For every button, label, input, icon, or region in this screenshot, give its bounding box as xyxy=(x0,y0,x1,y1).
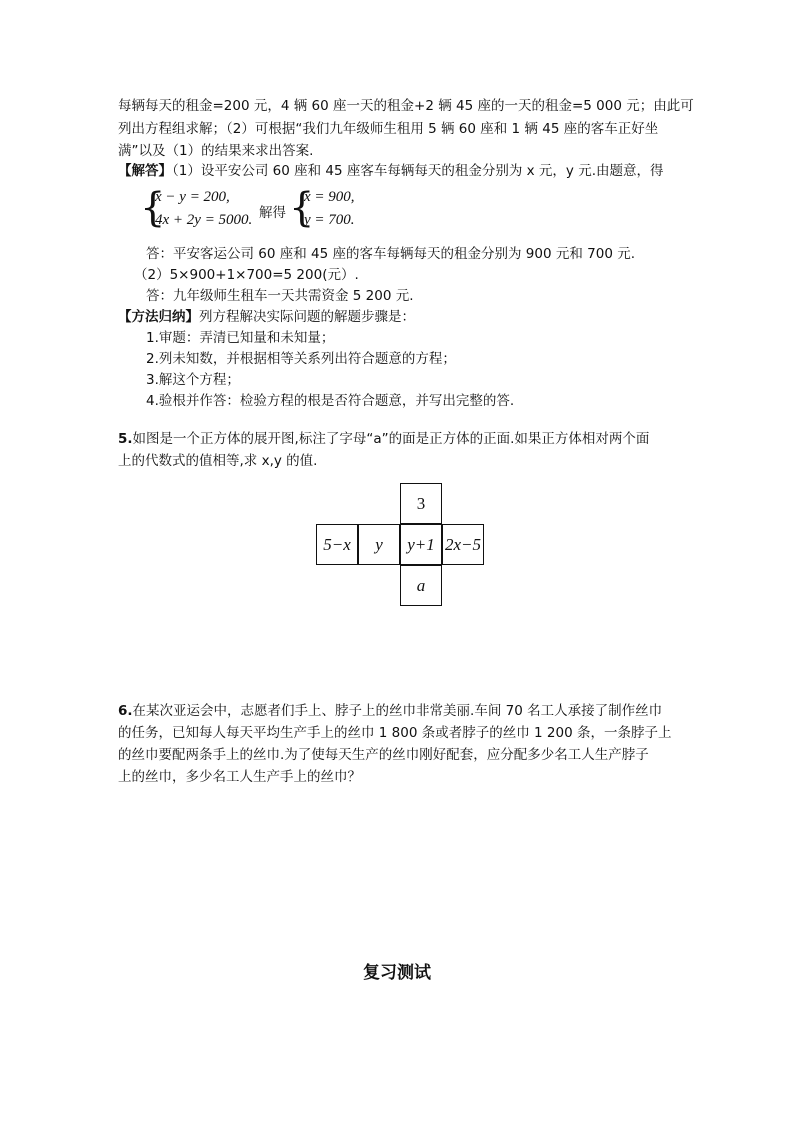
solve-word: 解得 xyxy=(259,205,286,221)
system2-eq1: x = 900, xyxy=(304,189,355,205)
net-cell-3: y+1 xyxy=(400,524,442,565)
q6-line-4: 上的丝巾，多少名工人生产手上的丝巾？ xyxy=(118,769,361,785)
q6-text-1: 在某次亚运会中，志愿者们手上、脖子上的丝巾非常美丽.车间 70 名工人承接了制作丝巾 xyxy=(132,703,663,719)
method-text: 列方程解决实际问题的解题步骤是： xyxy=(199,309,415,325)
brace-left-1: { xyxy=(140,185,166,231)
brace-left-2: { xyxy=(289,185,315,231)
system1-eq1: x − y = 200, xyxy=(155,189,230,205)
method-tag: 【方法归纳】 xyxy=(118,309,199,325)
intro-line-3: 满”以及（1）的结果来求出答案. xyxy=(118,143,314,159)
method-step-2: 2.列未知数，并根据相等关系列出符合题意的方程； xyxy=(146,351,456,367)
answer-tag: 【解答】 xyxy=(118,163,172,179)
net-cell-bottom: a xyxy=(400,565,442,606)
answer-part2: （2）5×900+1×700=5 200(元）. xyxy=(134,267,359,283)
method-step-3: 3.解这个方程； xyxy=(146,372,240,388)
q5-number: 5. xyxy=(118,431,133,447)
net-cell-1: 5−x xyxy=(316,524,358,565)
q6-line-1 xyxy=(118,700,662,722)
method-step-1: 1.审题：弄清已知量和未知量； xyxy=(146,330,335,346)
answer-1: 答：平安客运公司 60 座和 45 座的客车每辆每天的租金分别为 900 元和 700 元. xyxy=(146,246,636,262)
answer-2: 答：九年级师生租车一天共需资金 5 200 元. xyxy=(146,288,414,304)
answer-text: （1）设平安公司 60 座和 45 座客车每辆每天的租金分别为 x 元，y 元.由题意，得 xyxy=(172,163,664,179)
q6-line-3: 的丝巾要配两条手上的丝巾.为了使每天生产的丝巾刚好配套，应分配多少名工人生产脖子 xyxy=(118,747,649,763)
system1-eq2: 4x + 2y = 5000. xyxy=(155,212,253,228)
q5-line-1 xyxy=(118,428,649,450)
method-line xyxy=(118,306,415,328)
net-cell-4: 2x−5 xyxy=(442,524,484,565)
q5-line-2: 上的代数式的值相等,求 x,y 的值. xyxy=(118,453,318,469)
answer-line xyxy=(118,160,664,182)
q5-text-1: 如图是一个正方体的展开图,标注了字母“a”的面是正方体的正面.如果正方体相对两个面 xyxy=(132,431,650,447)
q6-number: 6. xyxy=(118,703,133,719)
net-cell-top: 3 xyxy=(400,483,442,524)
method-step-4: 4.验根并作答：检验方程的根是否符合题意，并写出完整的答. xyxy=(146,393,515,409)
intro-line-2: 列出方程组求解；（2）可根据“我们九年级师生租用 5 辆 60 座和 1 辆 45 座的客车正好坐 xyxy=(118,121,659,137)
q6-line-2: 的任务，已知每人每天平均生产手上的丝巾 1 800 条或者脖子的丝巾 1 200 条，一条脖子上 xyxy=(118,725,672,741)
intro-line-1: 每辆每天的租金=200 元，4 辆 60 座一天的租金+2 辆 45 座的一天的租金=5 000 元；由此可 xyxy=(118,98,694,114)
system2-eq2: y = 700. xyxy=(304,212,355,228)
section-title: 复习测试 xyxy=(363,963,431,983)
net-cell-2: y xyxy=(358,524,400,565)
